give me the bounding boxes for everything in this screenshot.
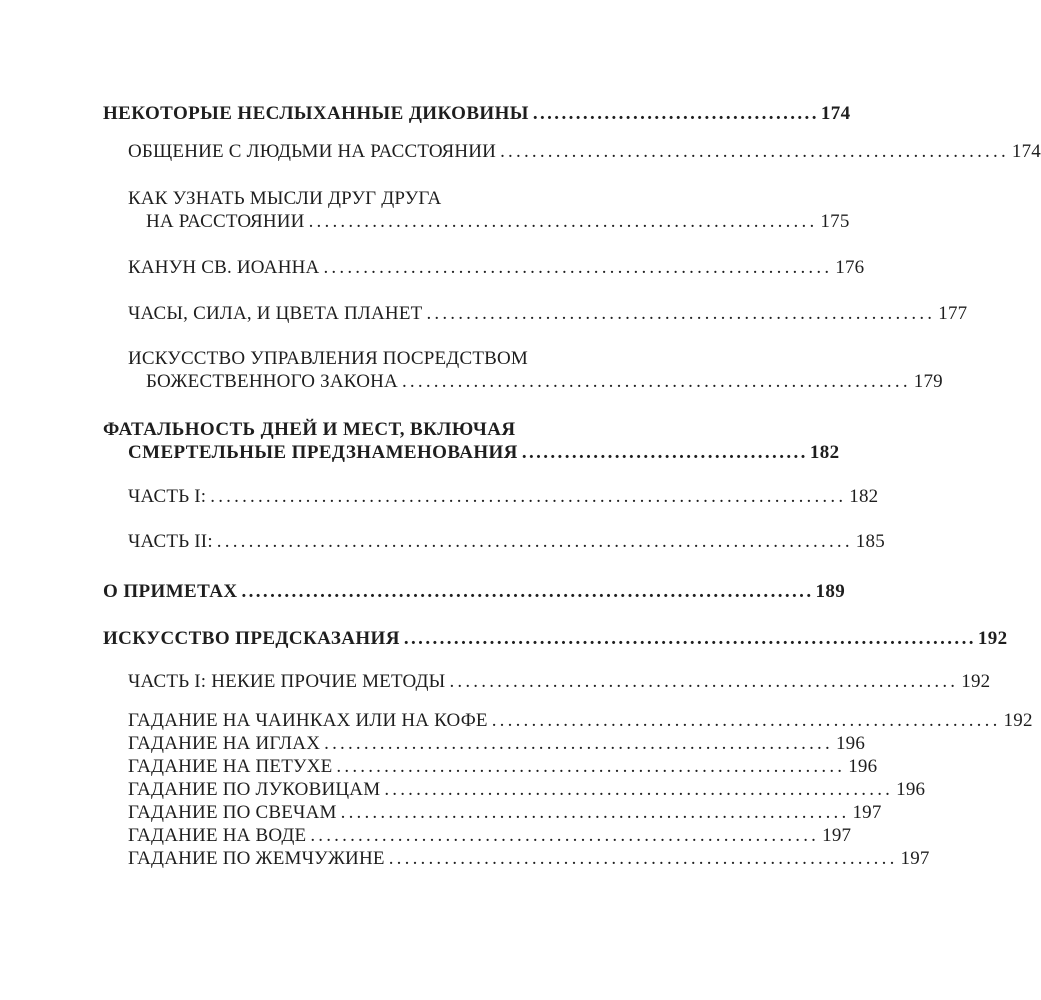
toc-entry-label: ЧАСЫ, СИЛА, И ЦВЕТА ПЛАНЕТ	[128, 303, 423, 324]
toc-entry-page: 196	[896, 779, 926, 800]
toc-entry-fatality	[128, 441, 840, 465]
toc-entry-label: ИСКУССТВО ПРЕДСКАЗАНИЯ	[103, 628, 400, 649]
toc-entry-other-methods	[128, 670, 991, 694]
toc-entry-page: 175	[820, 211, 850, 232]
toc-entry-planets	[128, 302, 968, 326]
toc-entry-mind-reading	[146, 210, 850, 234]
toc-entry-page: 196	[835, 733, 866, 754]
toc-entry-page: 192	[961, 671, 991, 692]
toc-entry-page: 174	[1011, 141, 1041, 162]
dot-leader: ................................................................	[308, 211, 818, 232]
dot-leader: ................................................................	[310, 825, 820, 846]
toc-entry-needles	[128, 732, 866, 756]
toc-entry-label: ГАДАНИЕ ПО ЖЕМЧУЖИНЕ	[128, 848, 385, 869]
toc-entry-page: 197	[852, 802, 882, 823]
toc-entry-page: 197	[822, 825, 852, 846]
dot-leader: ........................................	[532, 103, 819, 124]
dot-leader: ................................................................	[384, 779, 894, 800]
toc-entry-st-john-eve	[128, 256, 865, 280]
toc-entry-fatality-line1: ФАТАЛЬНОСТЬ ДНЕЙ И МЕСТ, ВКЛЮЧАЯ	[103, 419, 516, 440]
toc-entry-label: ГАДАНИЕ НА ПЕТУХЕ	[128, 756, 333, 777]
toc-entry-label: ЧАСТЬ I: НЕКИЕ ПРОЧИЕ МЕТОДЫ	[128, 671, 446, 692]
dot-leader: ................................................................................	[216, 531, 853, 552]
toc-entry-page: 189	[815, 581, 846, 602]
toc-entry-label: ЧАСТЬ II:	[128, 531, 213, 552]
toc-entry-page: 185	[855, 531, 885, 552]
toc-entry-mind-reading-line1: КАК УЗНАТЬ МЫСЛИ ДРУГ ДРУГА	[128, 188, 442, 209]
toc-entry-water	[128, 824, 852, 848]
toc-entry-label: ЧАСТЬ I:	[128, 486, 207, 507]
dot-leader: ................................................................	[323, 257, 833, 278]
toc-entry-page: 192	[1003, 710, 1033, 731]
toc-entry-pearl	[128, 847, 930, 871]
toc-entry-page: 179	[913, 371, 943, 392]
toc-entry-page: 182	[809, 442, 840, 463]
toc-entry-curiosities	[103, 102, 851, 126]
toc-entry-distance-communication	[128, 140, 1041, 164]
dot-leader: ................................................................	[500, 141, 1009, 162]
dot-leader: ................................................................	[401, 371, 911, 392]
toc-entry-label: НА РАССТОЯНИИ	[146, 211, 305, 232]
toc-entry-page: 192	[977, 628, 1008, 649]
toc-entry-page: 197	[900, 848, 930, 869]
toc-entry-page: 177	[938, 303, 968, 324]
toc-entry-omens	[103, 580, 846, 604]
toc-entry-page: 176	[835, 257, 865, 278]
toc-entry-label: ГАДАНИЕ ПО СВЕЧАМ	[128, 802, 337, 823]
dot-leader: ................................................................	[491, 710, 1001, 731]
dot-leader: ................................................................	[324, 733, 833, 754]
toc-entry-divine-law-line1: ИСКУССТВО УПРАВЛЕНИЯ ПОСРЕДСТВОМ	[128, 348, 529, 369]
toc-entry-page: 182	[849, 486, 879, 507]
toc-entry-label: КАНУН СВ. ИОАННА	[128, 257, 320, 278]
toc-entry-onions	[128, 778, 926, 802]
toc-entry-prediction-art	[103, 627, 1008, 651]
toc-entry-label: ГАДАНИЕ ПО ЛУКОВИЦАМ	[128, 779, 381, 800]
dot-leader: ................................................................................	[241, 581, 814, 602]
toc-entry-candles	[128, 801, 882, 825]
toc-entry-part-1	[128, 485, 879, 509]
dot-leader: ................................................................	[449, 671, 959, 692]
dot-leader: ........................................	[521, 442, 808, 463]
toc-entry-label: ГАДАНИЕ НА ЧАИНКАХ ИЛИ НА КОФЕ	[128, 710, 488, 731]
dot-leader: ................................................................	[340, 802, 850, 823]
toc-entry-page: 196	[848, 756, 878, 777]
toc-entry-part-2	[128, 530, 885, 554]
toc-entry-label: СМЕРТЕЛЬНЫЕ ПРЕДЗНАМЕНОВАНИЯ	[128, 442, 518, 463]
toc-entry-label: БОЖЕСТВЕННОГО ЗАКОНА	[146, 371, 398, 392]
dot-leader: ................................................................................	[210, 486, 847, 507]
toc-entry-label: ГАДАНИЕ НА ВОДЕ	[128, 825, 307, 846]
dot-leader: ................................................................................	[403, 628, 976, 649]
dot-leader: ................................................................	[426, 303, 936, 324]
toc-entry-page: 174	[820, 103, 851, 124]
toc-entry-label: ОБЩЕНИЕ С ЛЮДЬМИ НА РАССТОЯНИИ	[128, 141, 497, 162]
toc-entry-rooster	[128, 755, 878, 779]
toc-entry-label: ГАДАНИЕ НА ИГЛАХ	[128, 733, 321, 754]
dot-leader: ................................................................	[388, 848, 898, 869]
toc-entry-label: О ПРИМЕТАХ	[103, 581, 238, 602]
toc-entry-label: НЕКОТОРЫЕ НЕСЛЫХАННЫЕ ДИКОВИНЫ	[103, 103, 529, 124]
toc-entry-tea-coffee	[128, 709, 1033, 733]
toc-entry-divine-law	[146, 370, 943, 394]
dot-leader: ................................................................	[336, 756, 846, 777]
